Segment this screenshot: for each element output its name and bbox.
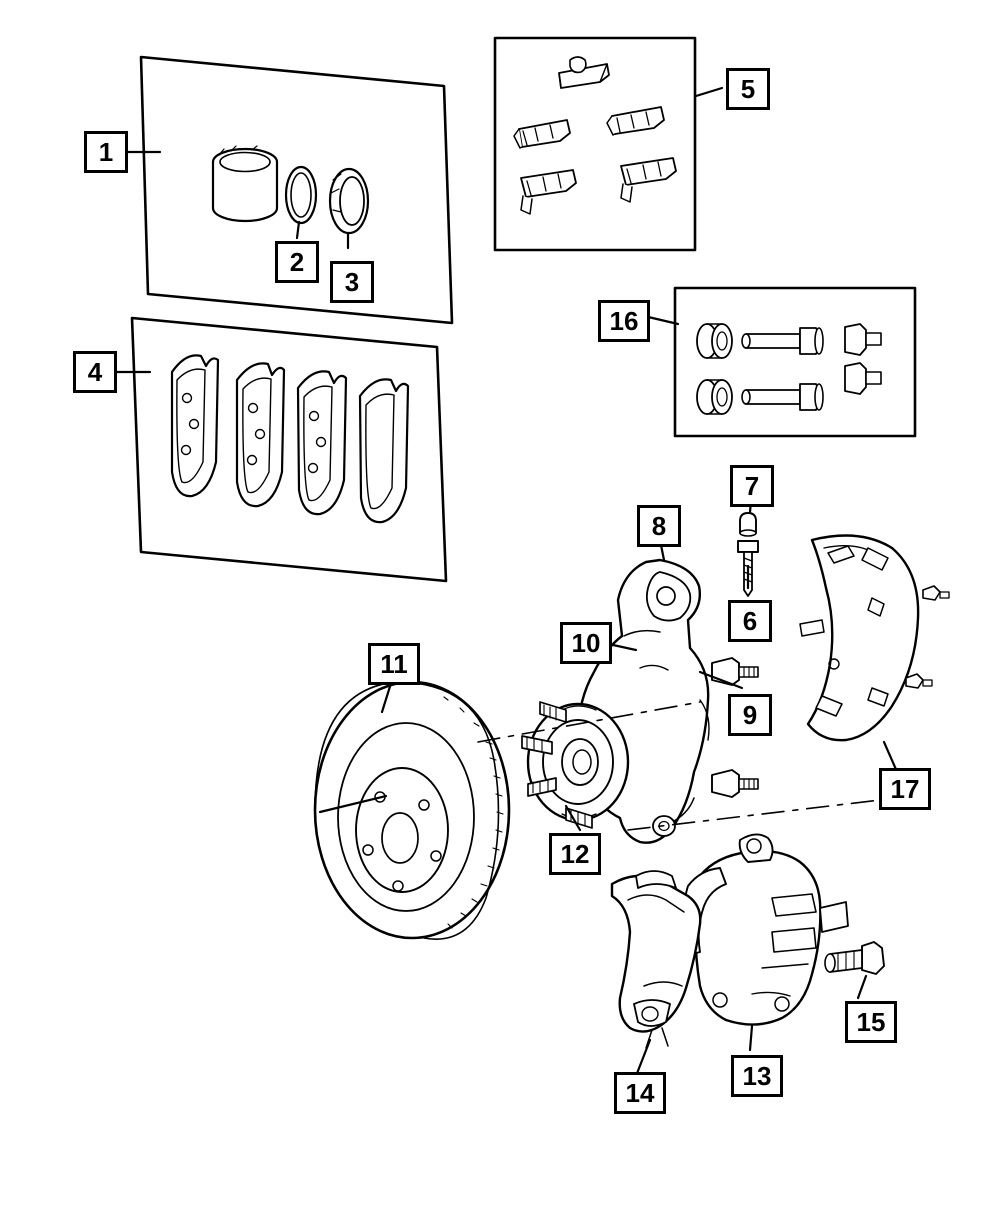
- callout-12[interactable]: 12: [549, 833, 601, 875]
- part-hardware-clip-kit-package: [495, 38, 695, 250]
- part-bleeder-cap: [740, 513, 756, 536]
- part-brake-rotor: [315, 682, 509, 939]
- part-shield-fastener: [906, 674, 932, 688]
- callout-4[interactable]: 4: [73, 351, 117, 393]
- part-caliper-guide-bolt: [825, 942, 884, 974]
- callout-15[interactable]: 15: [845, 1001, 897, 1043]
- part-caliper-adapter: [612, 871, 700, 1048]
- callout-13[interactable]: 13: [731, 1055, 783, 1097]
- part-piston: [213, 146, 277, 221]
- part-splash-shield: [800, 536, 949, 741]
- callout-10[interactable]: 10: [560, 622, 612, 664]
- part-brake-pad-set-package: [132, 318, 446, 581]
- callout-8[interactable]: 8: [637, 505, 681, 547]
- callout-2[interactable]: 2: [275, 241, 319, 283]
- part-wheel-hub-bearing: [528, 704, 628, 820]
- part-brake-pad: [172, 355, 218, 496]
- callout-14[interactable]: 14: [614, 1072, 666, 1114]
- callout-11[interactable]: 11: [368, 643, 420, 685]
- part-guide-pin-bushing: [697, 380, 732, 414]
- callout-17[interactable]: 17: [879, 768, 931, 810]
- callout-9[interactable]: 9: [728, 694, 772, 736]
- callout-7[interactable]: 7: [730, 465, 774, 507]
- part-guide-pin-bushing: [697, 324, 732, 358]
- part-seal-ring: [286, 167, 316, 223]
- callout-6[interactable]: 6: [728, 600, 772, 642]
- part-guide-pin-kit-package: [675, 288, 915, 436]
- part-hub-bolt: [712, 658, 758, 685]
- part-brake-pad: [360, 379, 408, 522]
- part-piston-kit-package: [141, 57, 452, 323]
- part-brake-caliper: [682, 834, 848, 1024]
- part-shield-fastener: [923, 586, 949, 600]
- part-hub-bolt: [712, 770, 758, 797]
- part-dust-boot: [330, 169, 368, 233]
- callout-5[interactable]: 5: [726, 68, 770, 110]
- part-brake-pad: [237, 363, 284, 506]
- callout-16[interactable]: 16: [598, 300, 650, 342]
- callout-1[interactable]: 1: [84, 131, 128, 173]
- part-brake-pad: [298, 371, 346, 514]
- callout-3[interactable]: 3: [330, 261, 374, 303]
